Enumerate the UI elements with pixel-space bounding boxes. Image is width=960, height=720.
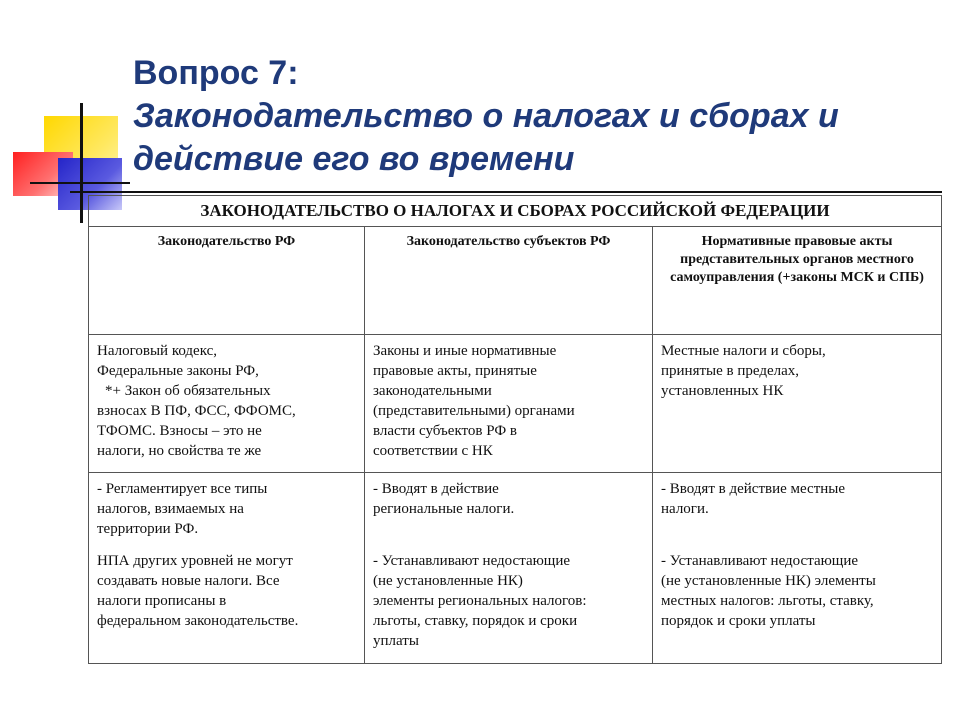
text-line: Законы и иные нормативные [373, 343, 557, 359]
text-line: порядок и сроки уплаты [661, 613, 816, 629]
cell-regional-role [365, 473, 653, 664]
column-header-local: Нормативные правовые акты представительных органов местного самоуправления (+законы МСК и СПБ) [653, 227, 942, 335]
cell-local-sources [653, 335, 942, 473]
cell-regional-sources [365, 335, 653, 473]
title-divider [70, 191, 942, 193]
text-line: - Вводят в действие местные [661, 481, 846, 497]
column-header-federal: Законодательство РФ [89, 227, 365, 335]
table-main-header: ЗАКОНОДАТЕЛЬСТВО О НАЛОГАХ И СБОРАХ РОССИЙСКОЙ ФЕДЕРАЦИИ [89, 196, 942, 227]
text-line: взносах В ПФ, ФСС, ФФОМС, [97, 403, 296, 419]
title-question: Вопрос 7: [133, 54, 299, 92]
text-line: Налоговый кодекс, [97, 343, 218, 359]
text-line: уплаты [373, 633, 419, 649]
text-line: Федеральные законы РФ, [97, 363, 259, 379]
text-line: - Вводят в действие [373, 481, 499, 497]
text-line: принятые в пределах, [661, 363, 800, 379]
text-line: налогов, взимаемых на [97, 501, 244, 517]
cell-federal-sources [89, 335, 365, 473]
text-line: местных налогов: льготы, ставку, [661, 593, 874, 609]
column-header-regional: Законодательство субъектов РФ [365, 227, 653, 335]
text-line: - Устанавливают недостающие [661, 553, 859, 569]
text-line: федеральном законодательстве. [97, 613, 299, 629]
cell-local-role [653, 473, 942, 664]
text-line: создавать новые налоги. Все [97, 573, 280, 589]
text-line: налоги, но свойства те же [97, 443, 262, 459]
text-line: налоги прописаны в [97, 593, 227, 609]
text-line: ТФОМС. Взносы – это не [97, 423, 262, 439]
text-line: (представительными) органами [373, 403, 575, 419]
text-line: Местные налоги и сборы, [661, 343, 826, 359]
text-line: территории РФ. [97, 521, 199, 537]
decor-vertical-line [80, 103, 83, 223]
text-line: законодательными [373, 383, 492, 399]
text-line: НПА других уровней не могут [97, 553, 293, 569]
text-line: региональные налоги. [373, 501, 515, 517]
text-line: - Регламентирует все типы [97, 481, 268, 497]
text-line: элементы региональных налогов: [373, 593, 587, 609]
slide-title [133, 52, 933, 181]
title-subject-line2: действие его во времени [133, 140, 575, 178]
text-line: (не установленные НК) элементы [661, 573, 876, 589]
text-line: - Устанавливают недостающие [373, 553, 571, 569]
title-subject-line1: Законодательство о налогах и сборах и [133, 97, 839, 135]
text-line: власти субъектов РФ в [373, 423, 518, 439]
text-line: *+ Закон об обязательных [105, 383, 271, 399]
legislation-table [88, 195, 942, 664]
text-line: правовые акты, принятые [373, 363, 537, 379]
decor-horizontal-line [30, 182, 130, 184]
text-line: соответствии с НК [373, 443, 493, 459]
text-line: налоги. [661, 501, 709, 517]
cell-federal-role [89, 473, 365, 664]
text-line: льготы, ставку, порядок и сроки [373, 613, 578, 629]
text-line: (не установленные НК) [373, 573, 523, 589]
text-line: установленных НК [661, 383, 784, 399]
